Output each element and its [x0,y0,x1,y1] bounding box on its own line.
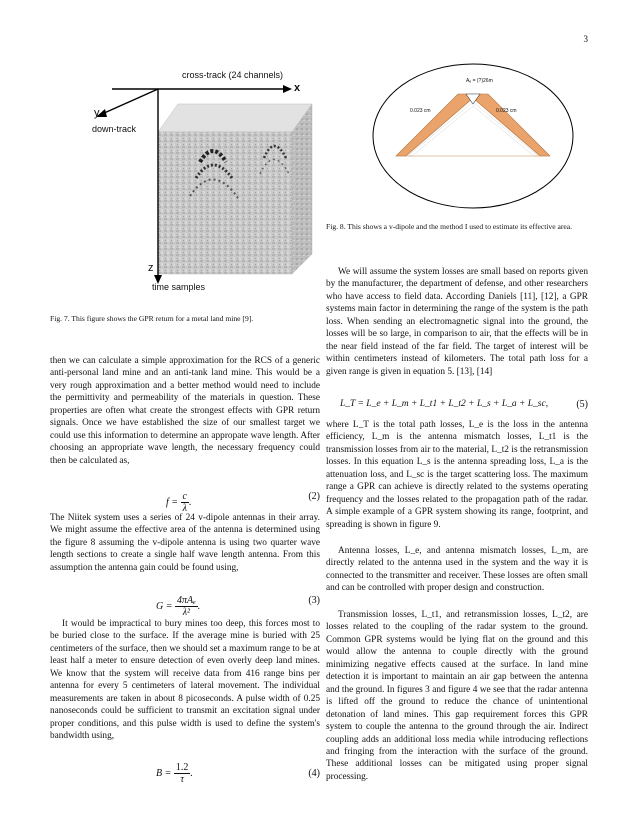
paragraph: Antenna losses, L_e, and antenna mismatch losses, L_m, are directly related to the antenna used in the system and the way it is connected to the transmitter and receiver. These losses are often small and can be controlled with proper design and construction. [326,546,588,594]
down-track-label: down-track [92,124,137,134]
figure-7-caption: Fig. 7. This figure shows the GPR return for a metal land mine [9]. [50,314,254,323]
right-column-p4 [326,609,588,783]
left-length-label: 0.023 cm [410,108,431,114]
paragraph: Transmission losses, L_t1, and retransmission losses, L_t2, are losses related to the coupling of the radar system to the ground. Common GPR systems would be lying flat on the ground and this would allow the antenna to couple directly with the ground minimizing negative effects caused at the surface. In land mine detection it is important to maintain an air gap between the antenna and the ground. In figures 3 and figure 4 we see that the radar antenna is lifted off the ground to reduce the chance of unintentional detonation of land mines. This gap requirement forces this GPR system to couple the antenna to the ground through the air. Indirect coupling adds an additional loss media while introducing reflections and fringing from the interaction with the surface of the ground. These additional losses can be mitigated using proper signal processing. [326,610,588,782]
paragraph: It would be impractical to bury mines too deep, this forces most to be buried close to the surface. If the average mine is buried with 25 centimeters of the surface, then we should set a maximum range to be at least half a meter to ensure detection of even overly deep land mines. We know that the system will receive data from 416 range bins per antenna for every 5 centimeters of lateral movement. The individual measurements are taken in about 8 picoseconds. A pulse width of 0.25 nanoseconds could be sufficient to transmit an excitation signal under proper conditions, and this pulse width is used to define the system's bandwidth using, [50,619,320,742]
cross-track-label: cross-track (24 channels) [182,70,284,80]
x-label: x [294,82,301,94]
paragraph: where L_T is the total path losses, L_e is the loss in the antenna efficiency, L_m is the antenna mismatch losses, L_t1 is the transmission losses from air to the material, L_t2 is the retransmission losses. In this equation L_s is the antenna spreading loss, L_a is the attenuation loss, and L_sc is the target scattering loss. The maximum range a GPR can achieve is directly related to the systems operating frequency and the losses related to the propagation path of the radar. A simple example of a GPR system showing its range, footprint, and spreading is shown in figure 9. [326,420,588,530]
cube-front-face [158,132,292,274]
figure-7 [50,62,320,302]
figure-8 [368,56,578,216]
left-column-p3 [50,618,320,743]
page-number: 3 [583,34,588,44]
eq2-numerator: c [182,491,187,502]
eq5-number: (5) [576,399,588,410]
effective-area-ellipse [373,64,573,208]
figure-8-caption: Fig. 8. This shows a v-dipole and the method I used to estimate its effective area. [326,222,573,231]
eq2-denominator: λ [182,503,187,514]
left-column-p1 [50,355,320,467]
eq4-lhs: B = [156,767,172,779]
effective-area-label: Aₑ = (?)26m [466,78,493,84]
eq2-tail: . [188,496,192,508]
time-samples-label: time samples [152,282,206,292]
y-axis-arrow [102,89,158,114]
eq4-numerator: 1.2 [175,762,189,773]
paragraph: then we can calculate a simple approximation for the RCS of a generic anti-personal land mine and an anti-tank land mine. This would be a very rough approximation and a better method would need to include the permittivity and permeability of the materials in question. These properties are often what create the strongest effects with GPR return signals. Once we have established the size of our smallest target we could use this information to determine an appropate wave length. After choosing an appropriate wave length, the necessary frequency could then be calculated as, [50,356,320,466]
right-column-p1 [326,266,588,378]
eq4-number: (4) [308,768,320,779]
eq3-tail: . [197,600,201,612]
equation-2 [50,484,320,514]
cube-right-face [292,104,312,274]
equation-5 [326,397,588,415]
eq4-tail: . [190,767,193,779]
eq3-numerator: 4πAₑ [176,595,196,606]
eq2-lhs: f = [166,496,179,508]
equation-3 [50,589,320,618]
left-column-p2 [50,512,320,574]
eq3-number: (3) [308,595,320,606]
eq2-number: (2) [308,491,320,502]
equation-4 [50,758,320,788]
paragraph: We will assume the system losses are small based on reports given by the manufacturer, the department of defense, and other researchers who have access to field data. According Daniels [11], [12], a GPR systems main factor in determining the range of the system is the path loss. When sending an electromagnetic signal into the ground, the losses will be so large, in comparison to air, that the effects will be in the near field instead of the far field. The target of interest will be within centimeters instead of kilometers. The total path loss for a given range is given in equation 5. [13], [14] [326,267,588,377]
right-column-p2 [326,419,588,531]
eq3-denominator: λ² [182,607,191,618]
gpr-cube-diagram [50,62,320,302]
right-column-p3 [326,545,588,595]
y-label: y [94,107,100,119]
eq5-body: L_T = L_e + L_m + L_t1 + L_t2 + L_s + L_a + L_sc, [340,399,549,409]
eq4-denominator: τ [180,774,184,785]
z-label: z [148,262,154,274]
eq3-lhs: G = [156,600,173,612]
right-length-label: 0.023 cm [496,108,517,114]
cube-top-face [158,104,312,132]
paragraph: The Niitek system uses a series of 24 v-dipole antennas in their array. We might assume the effective area of the antenna is determined using the figure 8 assuming the v-dipole antenna is using two quarter wave length sections to create a single half wave length antenna. From this assumption the antenna gain could be found using, [50,513,320,573]
